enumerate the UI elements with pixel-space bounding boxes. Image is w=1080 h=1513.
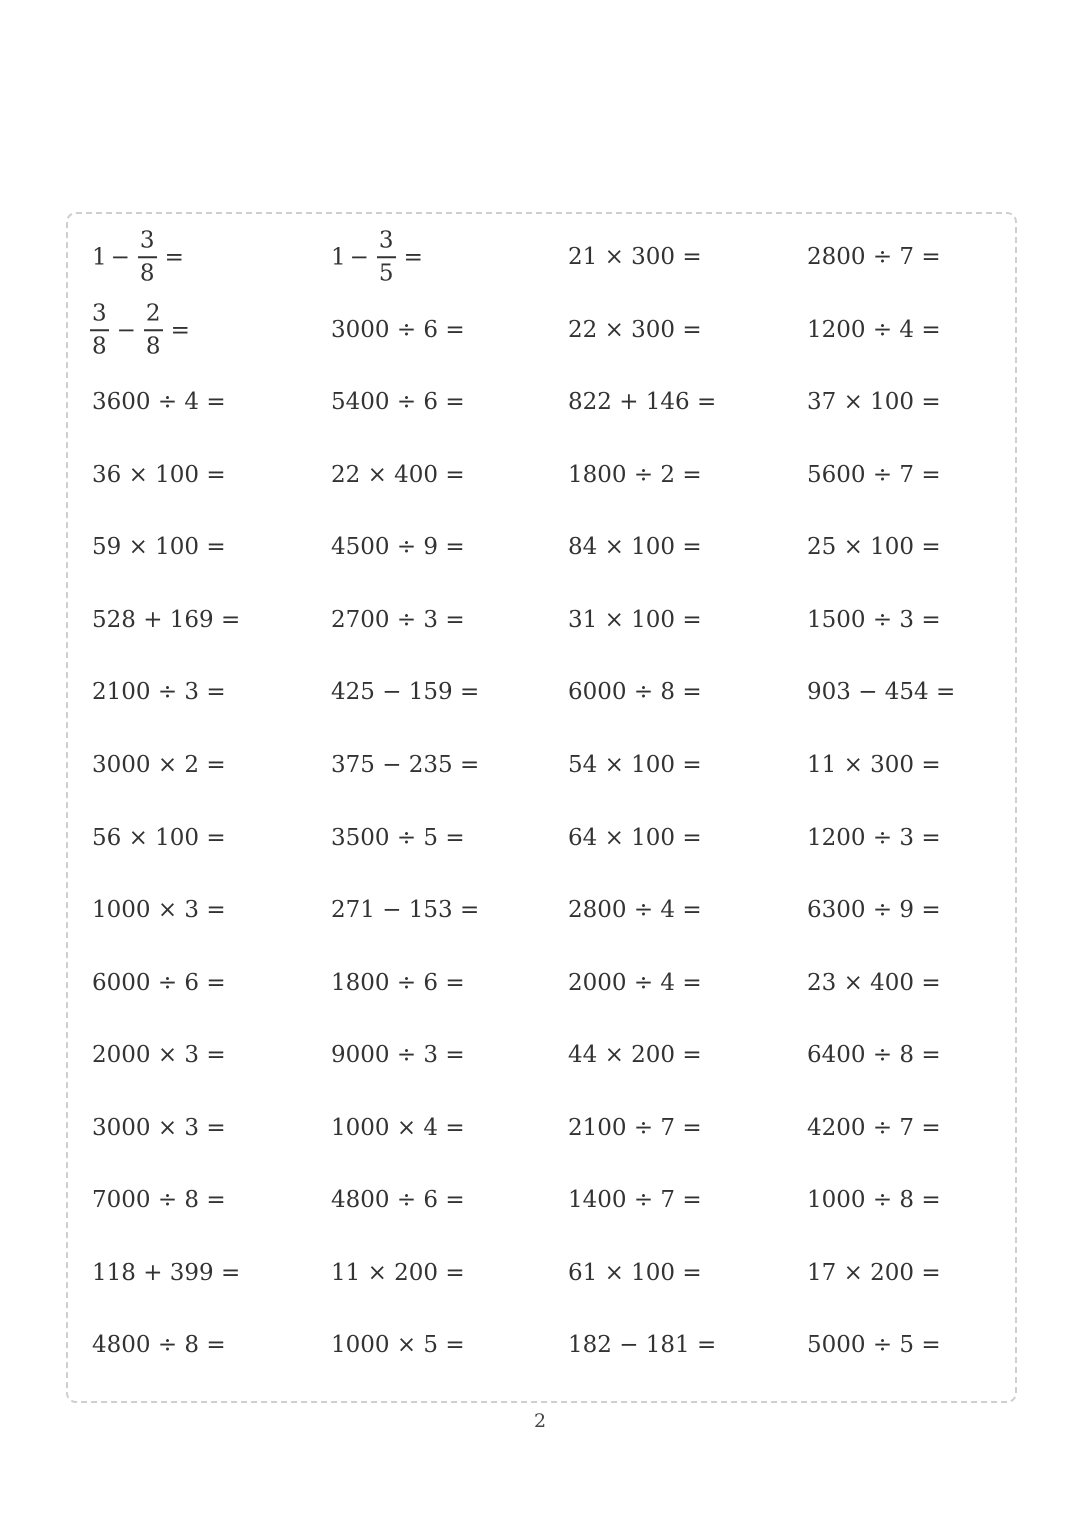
- problem-r4c1: 4500 ÷ 9 =: [331, 534, 465, 560]
- problem-r5c1: 2700 ÷ 3 =: [331, 607, 465, 633]
- fraction-denominator: 8: [145, 332, 161, 359]
- problem-r14c2: 61 × 100 =: [568, 1260, 702, 1286]
- minus-sign: −: [116, 317, 136, 343]
- problem-r0c2: 21 × 300 =: [568, 244, 702, 270]
- problem-r11c0: 2000 × 3 =: [92, 1042, 226, 1068]
- problem-r9c0: 1000 × 3 =: [92, 897, 226, 923]
- problem-r2c1: 5400 ÷ 6 =: [331, 389, 465, 415]
- problem-r0c3: 2800 ÷ 7 =: [807, 244, 941, 270]
- problem-r2c0: 3600 ÷ 4 =: [92, 389, 226, 415]
- problem-r15c3: 5000 ÷ 5 =: [807, 1332, 941, 1358]
- problem-r6c0: 2100 ÷ 3 =: [92, 679, 226, 705]
- problem-r5c3: 1500 ÷ 3 =: [807, 607, 941, 633]
- problem-r4c2: 84 × 100 =: [568, 534, 702, 560]
- problem-r7c1: 375 − 235 =: [331, 752, 480, 778]
- problem-r0c1: [331, 229, 427, 285]
- problem-r0c0: [92, 229, 188, 285]
- problem-r9c3: 6300 ÷ 9 =: [807, 897, 941, 923]
- problem-r12c3: 4200 ÷ 7 =: [807, 1115, 941, 1141]
- problem-r10c2: 2000 ÷ 4 =: [568, 970, 702, 996]
- problem-r4c3: 25 × 100 =: [807, 534, 941, 560]
- fraction-bar: [144, 329, 163, 331]
- fraction-numerator: 2: [145, 300, 161, 327]
- problem-r1c3: 1200 ÷ 4 =: [807, 317, 941, 343]
- fraction: [377, 229, 396, 285]
- problem-r15c2: 182 − 181 =: [568, 1332, 717, 1358]
- problem-r12c0: 3000 × 3 =: [92, 1115, 226, 1141]
- fraction-denominator: 5: [378, 259, 394, 286]
- problem-r13c2: 1400 ÷ 7 =: [568, 1187, 702, 1213]
- problem-r8c2: 64 × 100 =: [568, 825, 702, 851]
- problem-r7c3: 11 × 300 =: [807, 752, 941, 778]
- problem-r5c0: 528 + 169 =: [92, 607, 241, 633]
- problem-r10c1: 1800 ÷ 6 =: [331, 970, 465, 996]
- problem-r11c3: 6400 ÷ 8 =: [807, 1042, 941, 1068]
- problem-r6c1: 425 − 159 =: [331, 679, 480, 705]
- fraction: [138, 229, 157, 285]
- problem-r10c0: 6000 ÷ 6 =: [92, 970, 226, 996]
- problem-r2c2: 822 + 146 =: [568, 389, 717, 415]
- problem-r14c3: 17 × 200 =: [807, 1260, 941, 1286]
- problem-r3c1: 22 × 400 =: [331, 462, 465, 488]
- problem-r9c1: 271 − 153 =: [331, 897, 480, 923]
- problem-r2c3: 37 × 100 =: [807, 389, 941, 415]
- problem-r14c1: 11 × 200 =: [331, 1260, 465, 1286]
- equals-sign: =: [164, 244, 184, 270]
- fraction-bar: [90, 329, 109, 331]
- equals-sign: =: [170, 317, 190, 343]
- problem-r5c2: 31 × 100 =: [568, 607, 702, 633]
- problem-r13c3: 1000 ÷ 8 =: [807, 1187, 941, 1213]
- fraction-denominator: 8: [139, 259, 155, 286]
- minus-sign: −: [110, 244, 130, 270]
- problem-r8c1: 3500 ÷ 5 =: [331, 825, 465, 851]
- fraction-numerator: 3: [92, 300, 107, 327]
- problem-r13c0: 7000 ÷ 8 =: [92, 1187, 226, 1213]
- problem-r7c2: 54 × 100 =: [568, 752, 702, 778]
- problem-r14c0: 118 + 399 =: [92, 1260, 241, 1286]
- fraction-numerator: 3: [139, 227, 155, 254]
- fraction-bar: [138, 256, 157, 258]
- fraction: [90, 302, 109, 358]
- problem-r8c0: 56 × 100 =: [92, 825, 226, 851]
- problem-r15c0: 4800 ÷ 8 =: [92, 1332, 226, 1358]
- problem-r3c3: 5600 ÷ 7 =: [807, 462, 941, 488]
- fraction-bar: [377, 256, 396, 258]
- fraction-whole: 1: [331, 244, 346, 270]
- problem-r11c1: 9000 ÷ 3 =: [331, 1042, 465, 1068]
- problem-r6c2: 6000 ÷ 8 =: [568, 679, 702, 705]
- problem-r12c2: 2100 ÷ 7 =: [568, 1115, 702, 1141]
- problem-r4c0: 59 × 100 =: [92, 534, 226, 560]
- problem-r7c0: 3000 × 2 =: [92, 752, 226, 778]
- problem-r6c3: 903 − 454 =: [807, 679, 956, 705]
- fraction-numerator: 3: [378, 227, 394, 254]
- problem-r11c2: 44 × 200 =: [568, 1042, 702, 1068]
- problem-r3c2: 1800 ÷ 2 =: [568, 462, 702, 488]
- problem-r15c1: 1000 × 5 =: [331, 1332, 465, 1358]
- problem-r1c2: 22 × 300 =: [568, 317, 702, 343]
- problem-r1c0: [90, 302, 194, 358]
- page-number: 2: [533, 1410, 547, 1432]
- problem-r8c3: 1200 ÷ 3 =: [807, 825, 941, 851]
- problem-r10c3: 23 × 400 =: [807, 970, 941, 996]
- problem-r3c0: 36 × 100 =: [92, 462, 226, 488]
- equals-sign: =: [403, 244, 423, 270]
- problem-r1c1: 3000 ÷ 6 =: [331, 317, 465, 343]
- fraction-whole: 1: [92, 244, 107, 270]
- problem-r9c2: 2800 ÷ 4 =: [568, 897, 702, 923]
- problem-r12c1: 1000 × 4 =: [331, 1115, 465, 1141]
- fraction: [144, 302, 163, 358]
- problem-r13c1: 4800 ÷ 6 =: [331, 1187, 465, 1213]
- fraction-denominator: 8: [92, 332, 107, 359]
- minus-sign: −: [349, 244, 369, 270]
